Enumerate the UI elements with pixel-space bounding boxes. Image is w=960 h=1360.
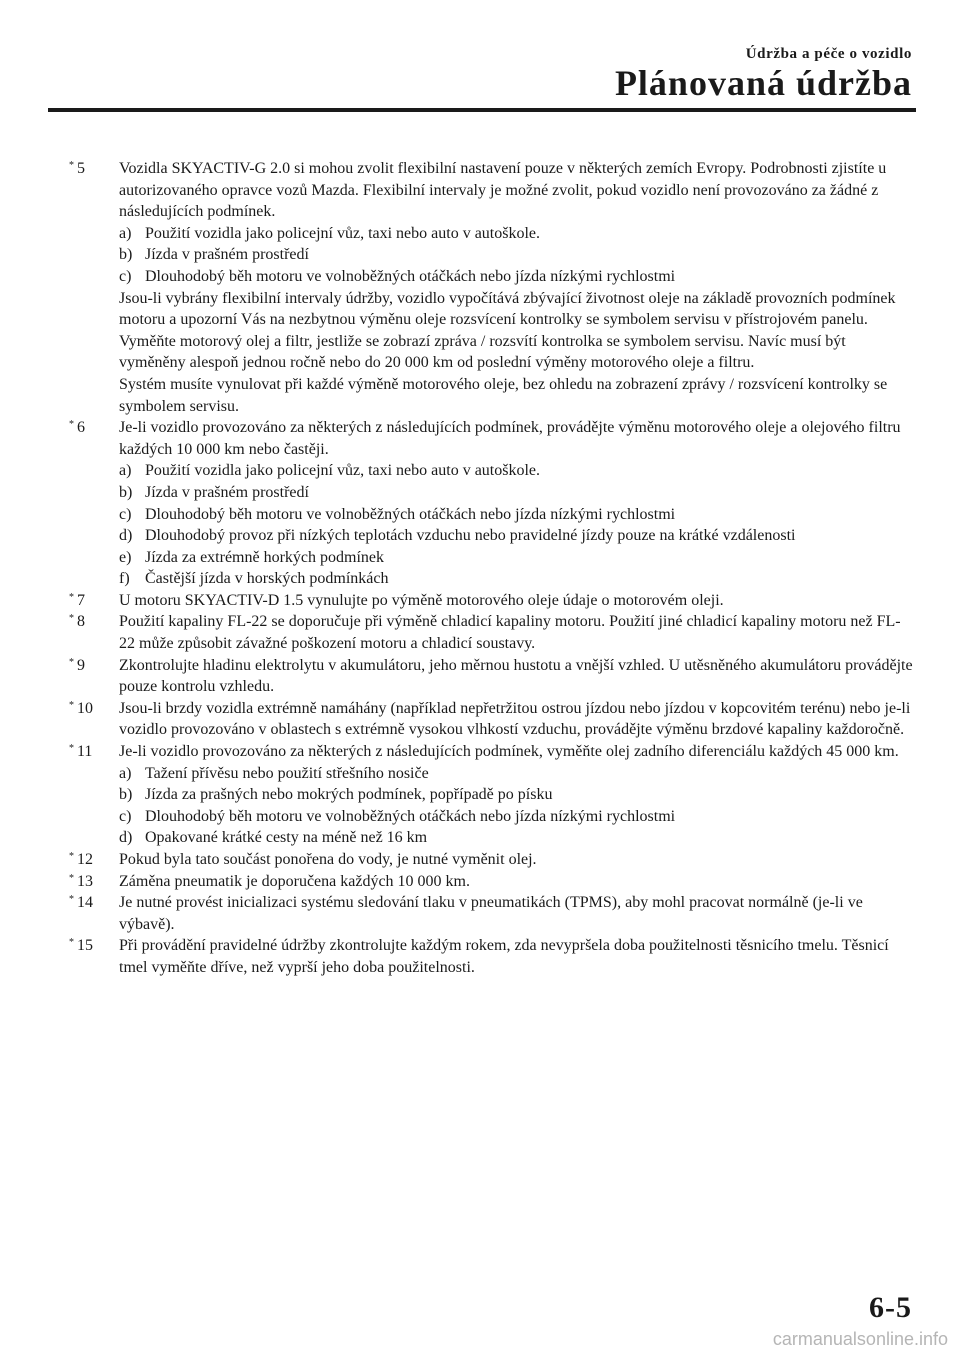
list-item-text: Dlouhodobý běh motoru ve volnoběžných otáčkách nebo jízda nízkými rychlostmi	[145, 505, 676, 523]
list-item-letter: b)	[119, 246, 133, 264]
footnotes-list	[69, 158, 914, 979]
asterisk-marker: *	[69, 872, 74, 884]
list-item	[119, 244, 914, 266]
list-item	[119, 460, 914, 482]
footnote-text: Jsou-li vybrány flexibilní intervaly údržby, vozidlo vypočítává zbývající životnost oleje na základě provozních podmínek motoru a upozorní Vás na nezbytnou výměnu oleje rozsvícení kontrolky se symbolem servisu v přístrojovém panelu.	[119, 289, 896, 329]
footnote-7	[69, 590, 914, 612]
footnote-number: * 10	[69, 699, 93, 717]
footnote-number: * 8	[69, 613, 85, 631]
footnote-text: Systém musíte vynulovat při každé výměně motorového oleje, bez ohledu na zobrazení zprávy / rozsvícení kontrolky se symbolem servisu.	[119, 375, 888, 415]
list-item-letter: c)	[119, 267, 132, 285]
page-number: 6-5	[869, 1291, 912, 1324]
list-item-text: Dlouhodobý běh motoru ve volnoběžných otáčkách nebo jízda nízkými rychlostmi	[145, 267, 676, 285]
list-item-text: Jízda za prašných nebo mokrých podmínek, popřípadě po písku	[145, 786, 553, 804]
footnote-text: Jsou-li brzdy vozidla extrémně namáhány (například nepřetržitou ostrou jízdou nebo jízdou v kopcovitém terénu) nebo je-li vozidlo provozováno v oblastech s extrémně vysokou vlhkostí vzduchu, provádějte výměnu brzdové kapaliny každoročně.	[119, 699, 911, 739]
footnote-text: Je nutné provést inicializaci systému sledování tlaku v pneumatikách (TPMS), aby mohl pracovat normálně (je-li ve výbavě).	[119, 894, 863, 933]
footnote-12	[69, 849, 914, 871]
footnote-number: * 6	[69, 419, 85, 437]
asterisk-marker: *	[69, 937, 74, 949]
asterisk-marker: *	[69, 851, 74, 862]
footnote-text: Pokud byla tato součást ponořena do vody, je nutné vyměnit olej.	[119, 851, 537, 868]
list-item-letter: e)	[119, 548, 132, 566]
list-item-letter: f)	[119, 570, 130, 588]
asterisk-marker: *	[69, 743, 74, 755]
asterisk-marker: *	[69, 160, 74, 171]
footnote-number: * 14	[69, 894, 93, 912]
list-item-text: Dlouhodobý provoz při nízkých teplotách vzduchu nebo pravidelné jízdy pouze na krátké vzdálenosti	[145, 527, 796, 545]
footnote-number: * 7	[69, 591, 85, 609]
list-item	[119, 504, 914, 526]
asterisk-marker: *	[69, 656, 74, 668]
list-item-letter: c)	[119, 505, 132, 523]
footnote-10	[69, 698, 914, 741]
asterisk-marker: *	[69, 419, 74, 431]
list-item	[119, 568, 914, 590]
list-item-text: Častější jízda v horských podmínkách	[145, 570, 389, 588]
footnote-text: Je-li vozidlo provozováno za některých z následujících podmínek, provádějte výměnu motorového oleje a olejového filtru každých 10 000 km nebo častěji.	[119, 419, 901, 458]
footnote-text: Záměna pneumatik je doporučena každých 10 000 km.	[119, 872, 470, 890]
list-item	[119, 223, 914, 245]
footnote-15	[69, 935, 914, 978]
footnote-text: Je-li vozidlo provozováno za některých z následujících podmínek, vyměňte olej zadního diferenciálu každých 45 000 km.	[119, 743, 899, 761]
list-item-letter: a)	[119, 764, 132, 782]
footnote-14	[69, 892, 914, 935]
footnote-text: Vozidla SKYACTIV-G 2.0 si mohou zvolit flexibilní nastavení pouze v některých zemích Evropy. Podrobnosti zjistíte u autorizovaného opravce vozů Mazda. Flexibilní intervaly je možné zvolit, pokud vozidlo není provozováno za žádné z následujících podmínek.	[119, 160, 887, 221]
list-item	[119, 806, 914, 828]
list-item-letter: b)	[119, 483, 133, 501]
footnote-number: * 11	[69, 743, 93, 761]
list-item	[119, 547, 914, 569]
asterisk-marker: *	[69, 613, 74, 625]
footnote-9	[69, 655, 914, 698]
list-item-letter: d)	[119, 829, 133, 847]
list-item	[119, 784, 914, 806]
footnote-text: U motoru SKYACTIV-D 1.5 vynulujte po výměně motorového oleje údaje o motorovém oleji.	[119, 591, 724, 609]
footnote-text: Vyměňte motorový olej a filtr, jestliže se zobrazí zpráva / rozsvítí kontrolka se symbolem servisu. Navíc musí být vyměněny alespoň jednou ročně nebo do 20 000 km od poslední výměny motorového oleje a filtru.	[119, 332, 846, 372]
footnote-text: Zkontrolujte hladinu elektrolytu v akumulátoru, jeho měrnou hustotu a vnější vzhled. U utěsněného akumulátoru provádějte pouze kontrolu vzhledu.	[119, 656, 913, 696]
list-item	[119, 266, 914, 288]
list-item-text: Jízda v prašném prostředí	[145, 246, 309, 264]
footnote-number: * 12	[69, 851, 93, 868]
list-item-letter: d)	[119, 527, 133, 545]
header-divider	[48, 108, 916, 112]
list-item-letter: b)	[119, 786, 133, 804]
asterisk-marker: *	[69, 699, 74, 711]
footnote-8	[69, 611, 914, 654]
list-item-text: Jízda v prašném prostředí	[145, 483, 309, 501]
footnote-13	[69, 871, 914, 893]
list-item-text: Opakované krátké cesty na méně než 16 km	[145, 829, 428, 847]
list-item	[119, 827, 914, 849]
footnote-number: * 9	[69, 656, 85, 674]
list-item	[119, 525, 914, 547]
section-name: Údržba a péče o vozidlo	[745, 46, 912, 62]
list-item-text: Dlouhodobý běh motoru ve volnoběžných otáčkách nebo jízda nízkými rychlostmi	[145, 807, 676, 825]
footnote-text: Použití kapaliny FL-22 se doporučuje při výměně chladicí kapaliny motoru. Použití jiné chladicí kapaliny motoru než FL-22 může způsobit závažné poškození motoru a chladicí soustavy.	[119, 613, 901, 653]
list-item	[119, 763, 914, 785]
list-item-letter: a)	[119, 462, 132, 480]
footnote-number: * 5	[69, 160, 85, 177]
list-item-letter: c)	[119, 807, 132, 825]
footnote-11	[69, 741, 914, 849]
footnote-number: * 13	[69, 872, 93, 890]
list-item	[119, 482, 914, 504]
asterisk-marker: *	[69, 894, 74, 906]
asterisk-marker: *	[69, 591, 74, 603]
footnote-number: * 15	[69, 937, 93, 955]
watermark: carmanualsonline.info	[772, 1329, 948, 1349]
list-item-text: Použití vozidla jako policejní vůz, taxi nebo auto v autoškole.	[145, 462, 541, 480]
footnote-text: Při provádění pravidelné údržby zkontrolujte každým rokem, zda nevypršela doba použitelnosti těsnicího tmelu. Těsnicí tmel vyměňte dříve, než vyprší jeho doba použitelnosti.	[119, 937, 889, 976]
footnote-5	[69, 158, 914, 417]
list-item-letter: a)	[119, 224, 132, 242]
footnote-6	[69, 417, 914, 590]
page-title: Plánovaná údržba	[614, 63, 912, 103]
list-item-text: Použití vozidla jako policejní vůz, taxi nebo auto v autoškole.	[145, 224, 541, 242]
list-item-text: Tažení přívěsu nebo použití střešního nosiče	[145, 764, 429, 782]
list-item-text: Jízda za extrémně horkých podmínek	[145, 548, 385, 566]
